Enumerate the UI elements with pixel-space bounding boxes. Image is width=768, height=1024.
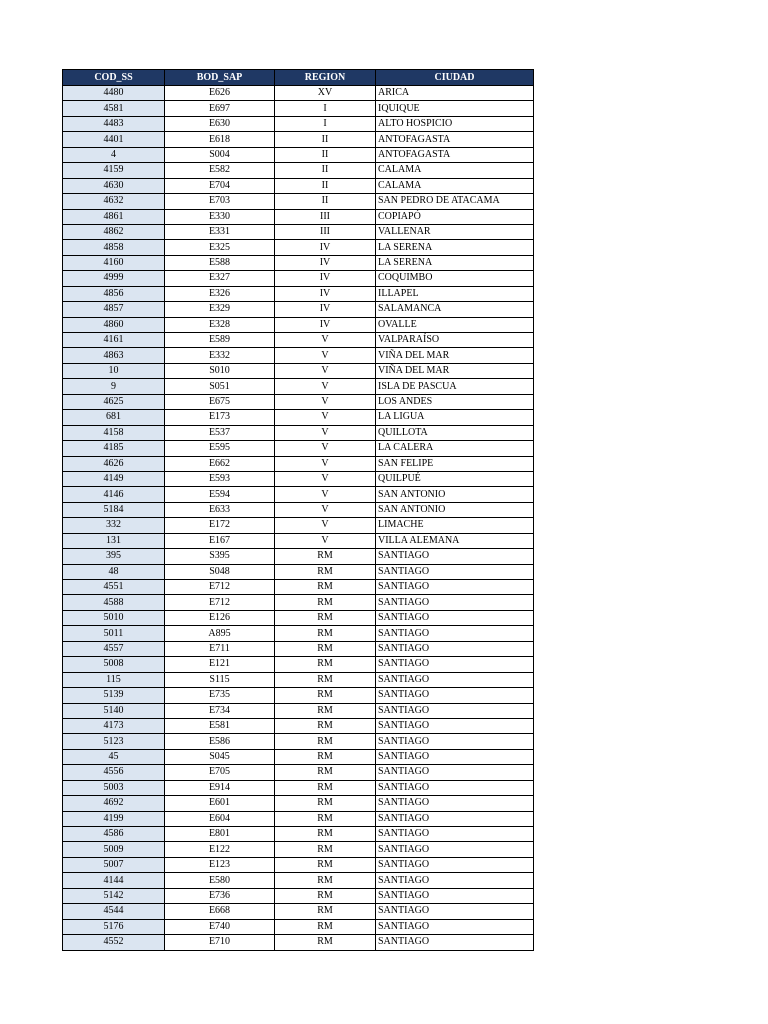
cell-cod-ss[interactable]: 395 (63, 549, 165, 564)
cell-ciudad[interactable]: SANTIAGO (376, 641, 534, 656)
cell-ciudad[interactable]: VALLENAR (376, 224, 534, 239)
cell-cod-ss[interactable]: 4857 (63, 302, 165, 317)
cell-bod-sap[interactable]: E593 (165, 471, 275, 486)
cell-cod-ss[interactable]: 4483 (63, 116, 165, 131)
cell-bod-sap[interactable]: E582 (165, 163, 275, 178)
cell-ciudad[interactable]: SANTIAGO (376, 780, 534, 795)
cell-ciudad[interactable]: SANTIAGO (376, 873, 534, 888)
cell-ciudad[interactable]: SANTIAGO (376, 796, 534, 811)
cell-cod-ss[interactable]: 5184 (63, 502, 165, 517)
cell-cod-ss[interactable]: 4146 (63, 487, 165, 502)
table-row (63, 410, 534, 425)
cell-cod-ss[interactable]: 4 (63, 147, 165, 162)
cell-bod-sap[interactable]: E736 (165, 888, 275, 903)
cell-region[interactable]: V (275, 410, 376, 425)
cell-bod-sap[interactable]: A895 (165, 626, 275, 641)
cell-cod-ss[interactable]: 4861 (63, 209, 165, 224)
cell-cod-ss[interactable]: 4159 (63, 163, 165, 178)
cell-bod-sap[interactable]: E595 (165, 441, 275, 456)
cell-ciudad[interactable]: VIÑA DEL MAR (376, 363, 534, 378)
cell-region[interactable]: RM (275, 935, 376, 950)
cell-cod-ss[interactable]: 115 (63, 672, 165, 687)
cell-bod-sap[interactable]: E801 (165, 827, 275, 842)
cell-bod-sap[interactable]: E735 (165, 688, 275, 703)
table-row (63, 240, 534, 255)
cell-ciudad[interactable]: SANTIAGO (376, 827, 534, 842)
cell-ciudad[interactable]: CALAMA (376, 178, 534, 193)
cell-cod-ss[interactable]: 4144 (63, 873, 165, 888)
cell-ciudad[interactable]: ALTO HOSPICIO (376, 116, 534, 131)
cell-bod-sap[interactable]: E697 (165, 101, 275, 116)
table-row (63, 425, 534, 440)
cell-bod-sap[interactable]: E740 (165, 919, 275, 934)
table-row (63, 394, 534, 409)
cell-cod-ss[interactable]: 4863 (63, 348, 165, 363)
cell-region[interactable]: III (275, 224, 376, 239)
table-row (63, 147, 534, 162)
cell-ciudad[interactable]: SAN ANTONIO (376, 487, 534, 502)
cell-ciudad[interactable]: ARICA (376, 86, 534, 101)
table-row (63, 827, 534, 842)
cell-bod-sap[interactable]: E914 (165, 780, 275, 795)
cell-bod-sap[interactable]: E601 (165, 796, 275, 811)
cell-region[interactable]: V (275, 533, 376, 548)
table-row (63, 765, 534, 780)
cell-cod-ss[interactable]: 5176 (63, 919, 165, 934)
table-row (63, 101, 534, 116)
cell-ciudad[interactable]: IQUIQUE (376, 101, 534, 116)
cell-bod-sap[interactable]: E662 (165, 456, 275, 471)
cell-ciudad[interactable]: SANTIAGO (376, 765, 534, 780)
table-row (63, 487, 534, 502)
table-body (63, 86, 534, 951)
cell-bod-sap[interactable]: E328 (165, 317, 275, 332)
cell-ciudad[interactable]: ANTOFAGASTA (376, 147, 534, 162)
table-row (63, 888, 534, 903)
cell-region[interactable]: RM (275, 919, 376, 934)
cell-ciudad[interactable]: SANTIAGO (376, 919, 534, 934)
header-bod-sap[interactable]: BOD_SAP (165, 70, 275, 86)
cell-cod-ss[interactable]: 5003 (63, 780, 165, 795)
cell-region[interactable]: RM (275, 672, 376, 687)
cell-region[interactable]: V (275, 487, 376, 502)
cell-cod-ss[interactable]: 5011 (63, 626, 165, 641)
table-row (63, 163, 534, 178)
cell-region[interactable]: RM (275, 688, 376, 703)
cell-ciudad[interactable]: LA CALERA (376, 441, 534, 456)
cell-region[interactable]: III (275, 209, 376, 224)
cell-region[interactable]: RM (275, 888, 376, 903)
cell-region[interactable]: RM (275, 857, 376, 872)
cell-region[interactable]: RM (275, 811, 376, 826)
cell-region[interactable]: V (275, 379, 376, 394)
cell-bod-sap[interactable]: E704 (165, 178, 275, 193)
cell-ciudad[interactable]: SANTIAGO (376, 904, 534, 919)
cell-ciudad[interactable]: SANTIAGO (376, 718, 534, 733)
table-row (63, 363, 534, 378)
table-row (63, 549, 534, 564)
cell-ciudad[interactable]: SANTIAGO (376, 564, 534, 579)
cell-region[interactable]: V (275, 394, 376, 409)
cell-ciudad[interactable]: SANTIAGO (376, 857, 534, 872)
table-row (63, 471, 534, 486)
cell-bod-sap[interactable]: E594 (165, 487, 275, 502)
cell-bod-sap[interactable]: E711 (165, 641, 275, 656)
cell-bod-sap[interactable]: E331 (165, 224, 275, 239)
cell-bod-sap[interactable]: S115 (165, 672, 275, 687)
cell-ciudad[interactable]: SANTIAGO (376, 610, 534, 625)
cell-cod-ss[interactable]: 4544 (63, 904, 165, 919)
cell-region[interactable]: IV (275, 302, 376, 317)
cell-ciudad[interactable]: SANTIAGO (376, 811, 534, 826)
cell-region[interactable]: V (275, 425, 376, 440)
cell-ciudad[interactable]: OVALLE (376, 317, 534, 332)
cell-bod-sap[interactable]: E734 (165, 703, 275, 718)
cell-cod-ss[interactable]: 4999 (63, 271, 165, 286)
table-row (63, 348, 534, 363)
cell-region[interactable]: II (275, 147, 376, 162)
table-row (63, 86, 534, 101)
cell-region[interactable]: RM (275, 564, 376, 579)
table-row (63, 317, 534, 332)
cell-ciudad[interactable]: LA LIGUA (376, 410, 534, 425)
cell-bod-sap[interactable]: E172 (165, 518, 275, 533)
cell-region[interactable]: IV (275, 317, 376, 332)
cell-ciudad[interactable]: SANTIAGO (376, 734, 534, 749)
cell-bod-sap[interactable]: E332 (165, 348, 275, 363)
cell-cod-ss[interactable]: 5139 (63, 688, 165, 703)
cell-region[interactable]: V (275, 518, 376, 533)
cell-cod-ss[interactable]: 5123 (63, 734, 165, 749)
cell-cod-ss[interactable]: 4149 (63, 471, 165, 486)
table-row (63, 919, 534, 934)
cell-bod-sap[interactable]: E327 (165, 271, 275, 286)
cell-bod-sap[interactable]: E633 (165, 502, 275, 517)
table-row (63, 935, 534, 950)
table-row (63, 796, 534, 811)
cell-cod-ss[interactable]: 5140 (63, 703, 165, 718)
cell-cod-ss[interactable]: 5007 (63, 857, 165, 872)
cell-cod-ss[interactable]: 4625 (63, 394, 165, 409)
cell-cod-ss[interactable]: 4557 (63, 641, 165, 656)
cell-ciudad[interactable]: CALAMA (376, 163, 534, 178)
cell-region[interactable]: II (275, 194, 376, 209)
cell-ciudad[interactable]: SANTIAGO (376, 595, 534, 610)
cell-ciudad[interactable]: SAN FELIPE (376, 456, 534, 471)
cell-cod-ss[interactable]: 4552 (63, 935, 165, 950)
header-row (63, 70, 534, 86)
cell-ciudad[interactable]: VIÑA DEL MAR (376, 348, 534, 363)
store-table (62, 69, 534, 951)
cell-cod-ss[interactable]: 9 (63, 379, 165, 394)
cell-region[interactable]: RM (275, 641, 376, 656)
table-row (63, 703, 534, 718)
cell-region[interactable]: II (275, 178, 376, 193)
cell-region[interactable]: RM (275, 580, 376, 595)
cell-bod-sap[interactable]: E604 (165, 811, 275, 826)
table-row (63, 842, 534, 857)
table-row (63, 672, 534, 687)
cell-ciudad[interactable]: SANTIAGO (376, 749, 534, 764)
cell-cod-ss[interactable]: 4858 (63, 240, 165, 255)
table-row (63, 132, 534, 147)
cell-bod-sap[interactable]: E703 (165, 194, 275, 209)
cell-region[interactable]: RM (275, 703, 376, 718)
cell-region[interactable]: RM (275, 904, 376, 919)
cell-bod-sap[interactable]: E712 (165, 595, 275, 610)
table-row (63, 811, 534, 826)
cell-ciudad[interactable]: SANTIAGO (376, 935, 534, 950)
cell-region[interactable]: RM (275, 765, 376, 780)
cell-bod-sap[interactable]: E329 (165, 302, 275, 317)
cell-bod-sap[interactable]: E705 (165, 765, 275, 780)
table-row (63, 441, 534, 456)
table-row (63, 533, 534, 548)
cell-cod-ss[interactable]: 4173 (63, 718, 165, 733)
cell-ciudad[interactable]: SAN ANTONIO (376, 502, 534, 517)
cell-bod-sap[interactable]: E618 (165, 132, 275, 147)
cell-cod-ss[interactable]: 4161 (63, 333, 165, 348)
cell-bod-sap[interactable]: S048 (165, 564, 275, 579)
cell-cod-ss[interactable]: 5008 (63, 657, 165, 672)
cell-cod-ss[interactable]: 5010 (63, 610, 165, 625)
cell-cod-ss[interactable]: 5009 (63, 842, 165, 857)
header-cod-ss[interactable]: COD_SS (63, 70, 165, 86)
header-ciudad[interactable]: CIUDAD (376, 70, 534, 86)
cell-bod-sap[interactable]: E126 (165, 610, 275, 625)
table-row (63, 178, 534, 193)
cell-bod-sap[interactable]: E580 (165, 873, 275, 888)
cell-ciudad[interactable]: COPIAPÓ (376, 209, 534, 224)
cell-region[interactable]: I (275, 101, 376, 116)
cell-bod-sap[interactable]: E712 (165, 580, 275, 595)
cell-bod-sap[interactable]: S051 (165, 379, 275, 394)
table-row (63, 518, 534, 533)
cell-region[interactable]: IV (275, 271, 376, 286)
table-row (63, 718, 534, 733)
cell-region[interactable]: IV (275, 286, 376, 301)
cell-ciudad[interactable]: SANTIAGO (376, 580, 534, 595)
cell-cod-ss[interactable]: 4158 (63, 425, 165, 440)
cell-cod-ss[interactable]: 4401 (63, 132, 165, 147)
cell-region[interactable]: V (275, 441, 376, 456)
table-row (63, 873, 534, 888)
cell-ciudad[interactable]: SAN PEDRO DE ATACAMA (376, 194, 534, 209)
cell-region[interactable]: RM (275, 796, 376, 811)
table-row (63, 734, 534, 749)
cell-cod-ss[interactable]: 4551 (63, 580, 165, 595)
table-row (63, 626, 534, 641)
table-row (63, 502, 534, 517)
cell-cod-ss[interactable]: 4856 (63, 286, 165, 301)
cell-region[interactable]: I (275, 116, 376, 131)
cell-bod-sap[interactable]: E675 (165, 394, 275, 409)
cell-cod-ss[interactable]: 4588 (63, 595, 165, 610)
cell-region[interactable]: RM (275, 842, 376, 857)
cell-ciudad[interactable]: VILLA ALEMANA (376, 533, 534, 548)
cell-cod-ss[interactable]: 4185 (63, 441, 165, 456)
cell-region[interactable]: II (275, 163, 376, 178)
cell-cod-ss[interactable]: 4626 (63, 456, 165, 471)
cell-ciudad[interactable]: LA SERENA (376, 255, 534, 270)
cell-bod-sap[interactable]: E326 (165, 286, 275, 301)
cell-bod-sap[interactable]: E588 (165, 255, 275, 270)
cell-region[interactable]: RM (275, 718, 376, 733)
cell-cod-ss[interactable]: 48 (63, 564, 165, 579)
cell-bod-sap[interactable]: E586 (165, 734, 275, 749)
cell-cod-ss[interactable]: 45 (63, 749, 165, 764)
cell-region[interactable]: RM (275, 734, 376, 749)
table-row (63, 286, 534, 301)
cell-region[interactable]: RM (275, 749, 376, 764)
cell-bod-sap[interactable]: E122 (165, 842, 275, 857)
cell-ciudad[interactable]: SANTIAGO (376, 703, 534, 718)
cell-cod-ss[interactable]: 681 (63, 410, 165, 425)
cell-ciudad[interactable]: SANTIAGO (376, 842, 534, 857)
table-row (63, 657, 534, 672)
cell-bod-sap[interactable]: E330 (165, 209, 275, 224)
cell-cod-ss[interactable]: 4862 (63, 224, 165, 239)
cell-ciudad[interactable]: LA SERENA (376, 240, 534, 255)
cell-ciudad[interactable]: ISLA DE PASCUA (376, 379, 534, 394)
cell-region[interactable]: V (275, 456, 376, 471)
cell-bod-sap[interactable]: E626 (165, 86, 275, 101)
cell-region[interactable]: V (275, 471, 376, 486)
cell-bod-sap[interactable]: S395 (165, 549, 275, 564)
cell-ciudad[interactable]: ILLAPEL (376, 286, 534, 301)
cell-ciudad[interactable]: SANTIAGO (376, 888, 534, 903)
table-row (63, 302, 534, 317)
cell-ciudad[interactable]: SALAMANCA (376, 302, 534, 317)
cell-region[interactable]: RM (275, 549, 376, 564)
cell-ciudad[interactable]: VALPARAÍSO (376, 333, 534, 348)
cell-ciudad[interactable]: ANTOFAGASTA (376, 132, 534, 147)
table-row (63, 333, 534, 348)
cell-bod-sap[interactable]: E581 (165, 718, 275, 733)
cell-ciudad[interactable]: LOS ANDES (376, 394, 534, 409)
cell-region[interactable]: RM (275, 657, 376, 672)
cell-ciudad[interactable]: SANTIAGO (376, 688, 534, 703)
cell-ciudad[interactable]: SANTIAGO (376, 549, 534, 564)
cell-cod-ss[interactable]: 4860 (63, 317, 165, 332)
cell-bod-sap[interactable]: E121 (165, 657, 275, 672)
cell-ciudad[interactable]: QUILPUÉ (376, 471, 534, 486)
cell-cod-ss[interactable]: 4692 (63, 796, 165, 811)
cell-bod-sap[interactable]: E123 (165, 857, 275, 872)
cell-region[interactable]: RM (275, 873, 376, 888)
table-row (63, 456, 534, 471)
cell-bod-sap[interactable]: E325 (165, 240, 275, 255)
cell-region[interactable]: RM (275, 595, 376, 610)
cell-cod-ss[interactable]: 4586 (63, 827, 165, 842)
cell-region[interactable]: IV (275, 255, 376, 270)
cell-ciudad[interactable]: QUILLOTA (376, 425, 534, 440)
table-row (63, 857, 534, 872)
table-row (63, 688, 534, 703)
cell-cod-ss[interactable]: 5142 (63, 888, 165, 903)
cell-bod-sap[interactable]: E589 (165, 333, 275, 348)
table-row (63, 610, 534, 625)
cell-cod-ss[interactable]: 10 (63, 363, 165, 378)
table-row (63, 749, 534, 764)
cell-ciudad[interactable]: SANTIAGO (376, 626, 534, 641)
cell-bod-sap[interactable]: E710 (165, 935, 275, 950)
cell-bod-sap[interactable]: S010 (165, 363, 275, 378)
cell-region[interactable]: XV (275, 86, 376, 101)
cell-bod-sap[interactable]: S045 (165, 749, 275, 764)
cell-cod-ss[interactable]: 4480 (63, 86, 165, 101)
cell-cod-ss[interactable]: 4160 (63, 255, 165, 270)
cell-region[interactable]: V (275, 333, 376, 348)
cell-bod-sap[interactable]: S004 (165, 147, 275, 162)
cell-cod-ss[interactable]: 4199 (63, 811, 165, 826)
table-row (63, 271, 534, 286)
table-row (63, 595, 534, 610)
table-row (63, 224, 534, 239)
cell-bod-sap[interactable]: E167 (165, 533, 275, 548)
cell-region[interactable]: V (275, 348, 376, 363)
table-row (63, 209, 534, 224)
cell-cod-ss[interactable]: 4556 (63, 765, 165, 780)
cell-cod-ss[interactable]: 4581 (63, 101, 165, 116)
header-region[interactable]: REGION (275, 70, 376, 86)
cell-bod-sap[interactable]: E630 (165, 116, 275, 131)
cell-bod-sap[interactable]: E537 (165, 425, 275, 440)
table-row (63, 580, 534, 595)
table-row (63, 379, 534, 394)
table-row (63, 194, 534, 209)
cell-region[interactable]: V (275, 363, 376, 378)
cell-region[interactable]: RM (275, 827, 376, 842)
table-row (63, 780, 534, 795)
cell-ciudad[interactable]: SANTIAGO (376, 672, 534, 687)
cell-region[interactable]: RM (275, 610, 376, 625)
cell-cod-ss[interactable]: 131 (63, 533, 165, 548)
cell-cod-ss[interactable]: 332 (63, 518, 165, 533)
cell-ciudad[interactable]: LIMACHE (376, 518, 534, 533)
cell-ciudad[interactable]: COQUIMBO (376, 271, 534, 286)
cell-bod-sap[interactable]: E173 (165, 410, 275, 425)
cell-ciudad[interactable]: SANTIAGO (376, 657, 534, 672)
cell-region[interactable]: IV (275, 240, 376, 255)
table-row (63, 564, 534, 579)
table-row (63, 641, 534, 656)
table-row (63, 904, 534, 919)
cell-cod-ss[interactable]: 4632 (63, 194, 165, 209)
cell-region[interactable]: V (275, 502, 376, 517)
cell-bod-sap[interactable]: E668 (165, 904, 275, 919)
table-row (63, 255, 534, 270)
cell-region[interactable]: RM (275, 626, 376, 641)
cell-region[interactable]: II (275, 132, 376, 147)
table-row (63, 116, 534, 131)
cell-cod-ss[interactable]: 4630 (63, 178, 165, 193)
cell-region[interactable]: RM (275, 780, 376, 795)
